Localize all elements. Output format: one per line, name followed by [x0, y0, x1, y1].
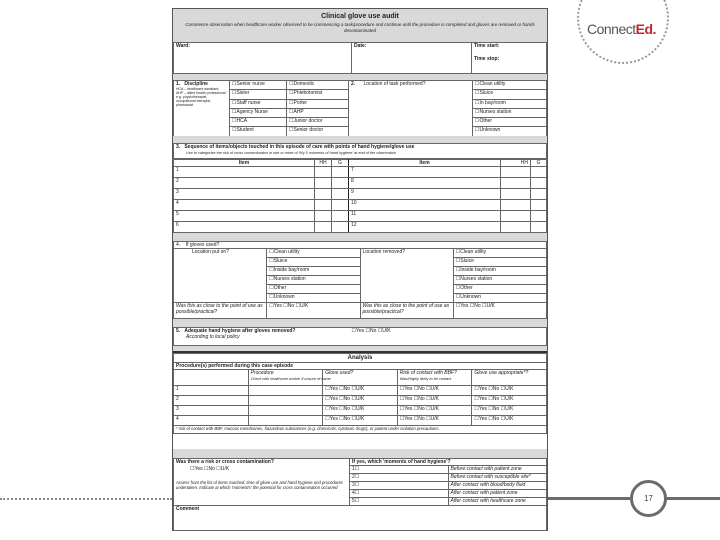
hh-cell[interactable] [501, 211, 531, 222]
moment-checkbox[interactable]: 5☐ [350, 498, 449, 506]
procedure-field[interactable] [248, 416, 323, 426]
comment-field[interactable]: Comment [174, 506, 547, 531]
sequence-item-row[interactable]: 5 [174, 211, 315, 222]
procedure-field[interactable] [248, 386, 323, 396]
moment-label: After contact with blood/body fluid [448, 482, 547, 490]
section-discipline-location [173, 80, 547, 136]
moments-title: If yes, which 'moments of hand hygiene'? [350, 459, 547, 466]
discipline-label [174, 81, 230, 137]
section-gloves-used [173, 241, 547, 319]
location-checkbox[interactable]: ☐In bay/room [473, 99, 547, 108]
close-put-on-checkboxes[interactable]: ☐Yes ☐No ☐U/K [267, 303, 360, 319]
sequence-item-row[interactable]: 2 [174, 178, 315, 189]
close-removed-checkboxes[interactable]: ☐Yes ☐No ☐U/K [453, 303, 546, 319]
form-text: 5. [176, 328, 181, 334]
procedure-field[interactable] [248, 406, 323, 416]
cross-contamination-answer [174, 466, 350, 506]
form-text: Ward: [176, 43, 190, 49]
hh-cell[interactable] [501, 178, 531, 189]
moment-checkbox[interactable]: 1☐ [350, 466, 449, 474]
put-on-checkbox[interactable]: ☐Sluice [267, 258, 360, 267]
appropriate-header: Glove use appropriate*? [472, 370, 547, 386]
section-hand-hygiene [173, 327, 547, 346]
form-text: Use to categorise the risk of cross contamination in one or more of 'My 5 moments of hand hygiene' at end of the observation [186, 151, 396, 155]
glove-used-checkboxes[interactable]: ☐Yes ☐No ☐U/K [323, 386, 398, 396]
cross-contamination-question: Was there a risk or cross contamination? [174, 459, 350, 466]
glove-used-checkboxes[interactable]: ☐Yes ☐No ☐U/K [323, 406, 398, 416]
removed-checkbox[interactable]: ☐Nurses station [453, 276, 546, 285]
location-checkbox[interactable]: ☐Other [473, 118, 547, 127]
hh-cell[interactable] [315, 167, 332, 178]
form-text: If gloves used? [185, 242, 220, 248]
location-label [349, 81, 473, 137]
discipline-checkbox[interactable]: ☐HCA [230, 118, 287, 127]
footer-line-left [548, 497, 630, 500]
g-header: G [332, 160, 349, 167]
sequence-item-row[interactable]: 1 [174, 167, 315, 178]
sequence-item-row[interactable]: 7 [349, 167, 501, 178]
analysis-title: Analysis [174, 354, 547, 363]
form-text: Location of task performed? [363, 81, 426, 87]
form-text: 2. [351, 81, 356, 87]
hh-cell[interactable] [315, 178, 332, 189]
discipline-checkbox[interactable]: ☐Senior doctor [287, 127, 349, 136]
analysis-footnote: * risk of contact with BBF, mucous membranes, hazardous substances (e.g. chemicals, cytotoxic drugs), or patient under isolation precautions. [174, 426, 547, 434]
form-header [173, 9, 547, 42]
put-on-checkbox[interactable]: ☐Clean utility [267, 249, 360, 258]
put-on-checkbox[interactable]: ☐Unknown [267, 294, 360, 303]
appropriate-checkboxes[interactable]: ☐Yes ☐No ☐U/K [472, 416, 547, 426]
hh-cell[interactable] [315, 189, 332, 200]
moment-checkbox[interactable]: 3☐ [350, 482, 449, 490]
risk-checkboxes[interactable]: ☐Yes ☐No ☐U/K [397, 386, 472, 396]
item-header: Item [174, 160, 315, 167]
risk-header [397, 370, 472, 386]
item-header: Item [349, 160, 501, 167]
form-text: Date: [354, 43, 367, 49]
discipline-checkbox[interactable]: ☐AHP [287, 108, 349, 117]
discipline-checkbox[interactable]: ☐Junior doctor [287, 118, 349, 127]
form-text: Time stop: [474, 56, 500, 62]
procedures-title: Procedure(s) performed during this case episode [174, 363, 547, 370]
g-cell[interactable] [531, 189, 547, 200]
location-checkbox[interactable]: ☐Sluice [473, 90, 547, 99]
form-text: Adequate hand hygiene after gloves removed? [184, 328, 296, 334]
section-cross-contamination [173, 458, 547, 530]
glove-used-checkboxes[interactable]: ☐Yes ☐No ☐U/K [323, 396, 398, 406]
date-field[interactable] [352, 43, 472, 74]
form-text: Risk of contact with BBF? [399, 370, 457, 376]
form-text: 1. [176, 81, 181, 87]
page-number: 17 [630, 480, 667, 517]
hh-cell[interactable] [315, 222, 332, 233]
section-sequence [173, 143, 547, 233]
footer-dotted-line [0, 498, 172, 500]
form-text: Assess from the list of items touched, time of glove use and hand hygiene and procedures undertaken. Indicate at which 'moment/s' the potential for cross contamination occurred [176, 479, 343, 490]
moment-label: Before contact with susceptible site^ [448, 474, 547, 482]
logo-text: Connect [587, 21, 636, 37]
hh-cell[interactable] [501, 200, 531, 211]
form-subtitle: Commence observation when healthcare worker observed to be commencing a task/procedure and continue until the procedure is completed and gloves are removed or hands decontaminated [185, 22, 535, 33]
form-text: Procedure [250, 370, 274, 376]
form-text: 3. [176, 144, 181, 150]
sequence-item-row[interactable]: 6 [174, 222, 315, 233]
hh-cell[interactable] [501, 222, 531, 233]
sequence-item-row[interactable]: 4 [174, 200, 315, 211]
form-title: Clinical glove use audit [321, 13, 399, 20]
moment-label: After contact with patient zone [448, 490, 547, 498]
close-removed-question: Was this as close to the point of use as possible/practical? [360, 303, 453, 319]
discipline-checkbox[interactable]: ☐Domestic [287, 81, 349, 90]
sequence-item-row[interactable]: 9 [349, 189, 501, 200]
connected-logo [587, 21, 656, 37]
removed-checkbox[interactable]: ☐Other [453, 285, 546, 294]
sequence-item-row[interactable]: 12 [349, 222, 501, 233]
g-cell[interactable] [332, 200, 349, 211]
glove-used-header: Glove used? [323, 370, 398, 386]
appropriate-checkboxes[interactable]: ☐Yes ☐No ☐U/K [472, 406, 547, 416]
g-cell[interactable] [332, 189, 349, 200]
g-cell[interactable] [332, 178, 349, 189]
form-cell [174, 370, 249, 386]
form-text: Check with healthcare worker if unsure of name [250, 377, 331, 381]
section-analysis [173, 353, 547, 452]
g-cell[interactable] [531, 200, 547, 211]
ward-field[interactable] [174, 43, 352, 74]
form-cell [174, 328, 350, 346]
location-checkbox[interactable]: ☐Clean utility [473, 81, 547, 90]
location-removed-label: Location removed? [360, 249, 453, 303]
hh-header: HH [501, 160, 531, 167]
put-on-checkbox[interactable]: ☐Nurses station [267, 276, 360, 285]
hh-header: HH [315, 160, 332, 167]
hand-hygiene-checkboxes[interactable]: ☐Yes ☐No ☐U/K [350, 328, 547, 346]
location-checkbox[interactable]: ☐Nurses station [473, 108, 547, 117]
hh-cell[interactable] [501, 189, 531, 200]
g-cell[interactable] [531, 178, 547, 189]
appropriate-checkboxes[interactable]: ☐Yes ☐No ☐U/K [472, 396, 547, 406]
put-on-checkbox[interactable]: ☐Other [267, 285, 360, 294]
logo-accent: Ed. [635, 21, 656, 37]
g-cell[interactable] [332, 222, 349, 233]
clinical-glove-audit-form [172, 8, 548, 531]
removed-checkbox[interactable]: ☐Unknown [453, 294, 546, 303]
sequence-item-row[interactable]: 3 [174, 189, 315, 200]
hh-cell[interactable] [315, 211, 332, 222]
moment-label: After contact with healthcare zone [448, 498, 547, 506]
procedure-row-number: 3 [174, 406, 249, 416]
sequence-item-row[interactable]: 11 [349, 211, 501, 222]
g-cell[interactable] [531, 167, 547, 178]
discipline-checkbox[interactable]: ☐Student [230, 127, 287, 136]
risk-checkboxes[interactable]: ☐Yes ☐No ☐U/K [397, 416, 472, 426]
glove-used-checkboxes[interactable]: ☐Yes ☐No ☐U/K [323, 416, 398, 426]
sequence-item-row[interactable]: 8 [349, 178, 501, 189]
form-text: Time start: [474, 43, 500, 49]
form-text: Sequence of items/objects touched in this episode of care with points of hand hygiene/glove use [184, 144, 415, 150]
footer-line-right [666, 497, 720, 500]
removed-checkbox[interactable]: ☐Inside bay/room [453, 267, 546, 276]
time-field[interactable] [472, 43, 547, 74]
moment-checkbox[interactable]: 2☐ [350, 474, 449, 482]
removed-checkbox[interactable]: ☐Sluice [453, 258, 546, 267]
discipline-checkbox[interactable]: ☐Staff nurse [230, 99, 287, 108]
close-put-on-question: Was this as close to the point of use as possible/practical? [174, 303, 267, 319]
location-checkbox[interactable]: ☐Unknown [473, 127, 547, 136]
discipline-checkbox[interactable]: ☐Senior nurse [230, 81, 287, 90]
g-cell[interactable] [531, 211, 547, 222]
procedure-header [248, 370, 331, 386]
g-cell[interactable] [332, 167, 349, 178]
discipline-checkbox[interactable]: ☐Phlebotomist [287, 90, 349, 99]
cross-contamination-checkboxes[interactable]: ☐Yes ☐No ☐U/K [190, 465, 230, 472]
discipline-checkbox[interactable]: ☐Porter [287, 99, 349, 108]
discipline-checkbox[interactable]: ☐Agency Nurse [230, 108, 287, 117]
procedure-field[interactable] [248, 396, 323, 406]
g-cell[interactable] [332, 211, 349, 222]
procedure-row-number: 2 [174, 396, 249, 406]
form-text: According to local policy [186, 334, 240, 340]
g-cell[interactable] [531, 222, 547, 233]
g-header: G [531, 160, 547, 167]
put-on-checkbox[interactable]: ☐Inside bay/room [267, 267, 360, 276]
form-cell [174, 144, 547, 159]
form-text: HCA – healthcare assistant; AHP – allied health professional e.g. physiotherapist, occupational therapist, pharmacist [176, 87, 226, 107]
hh-cell[interactable] [501, 167, 531, 178]
form-text: 4. [176, 242, 181, 248]
moment-label: Before contact with patient zone [448, 466, 547, 474]
removed-checkbox[interactable]: ☐Clean utility [453, 249, 546, 258]
discipline-checkbox[interactable]: ☐Sister [230, 90, 287, 99]
location-put-on-label: Location put on? [174, 249, 267, 303]
risk-checkboxes[interactable]: ☐Yes ☐No ☐U/K [397, 396, 472, 406]
hh-cell[interactable] [315, 200, 332, 211]
sequence-item-row[interactable]: 10 [349, 200, 501, 211]
gloves-used-title [174, 242, 547, 249]
risk-checkboxes[interactable]: ☐Yes ☐No ☐U/K [397, 406, 472, 416]
procedure-row-number: 1 [174, 386, 249, 396]
form-text: Was/Highly likely to be contact [399, 377, 452, 381]
moment-checkbox[interactable]: 4☐ [350, 490, 449, 498]
appropriate-checkboxes[interactable]: ☐Yes ☐No ☐U/K [472, 386, 547, 396]
form-text: Discipline [184, 81, 208, 87]
procedure-row-number: 4 [174, 416, 249, 426]
